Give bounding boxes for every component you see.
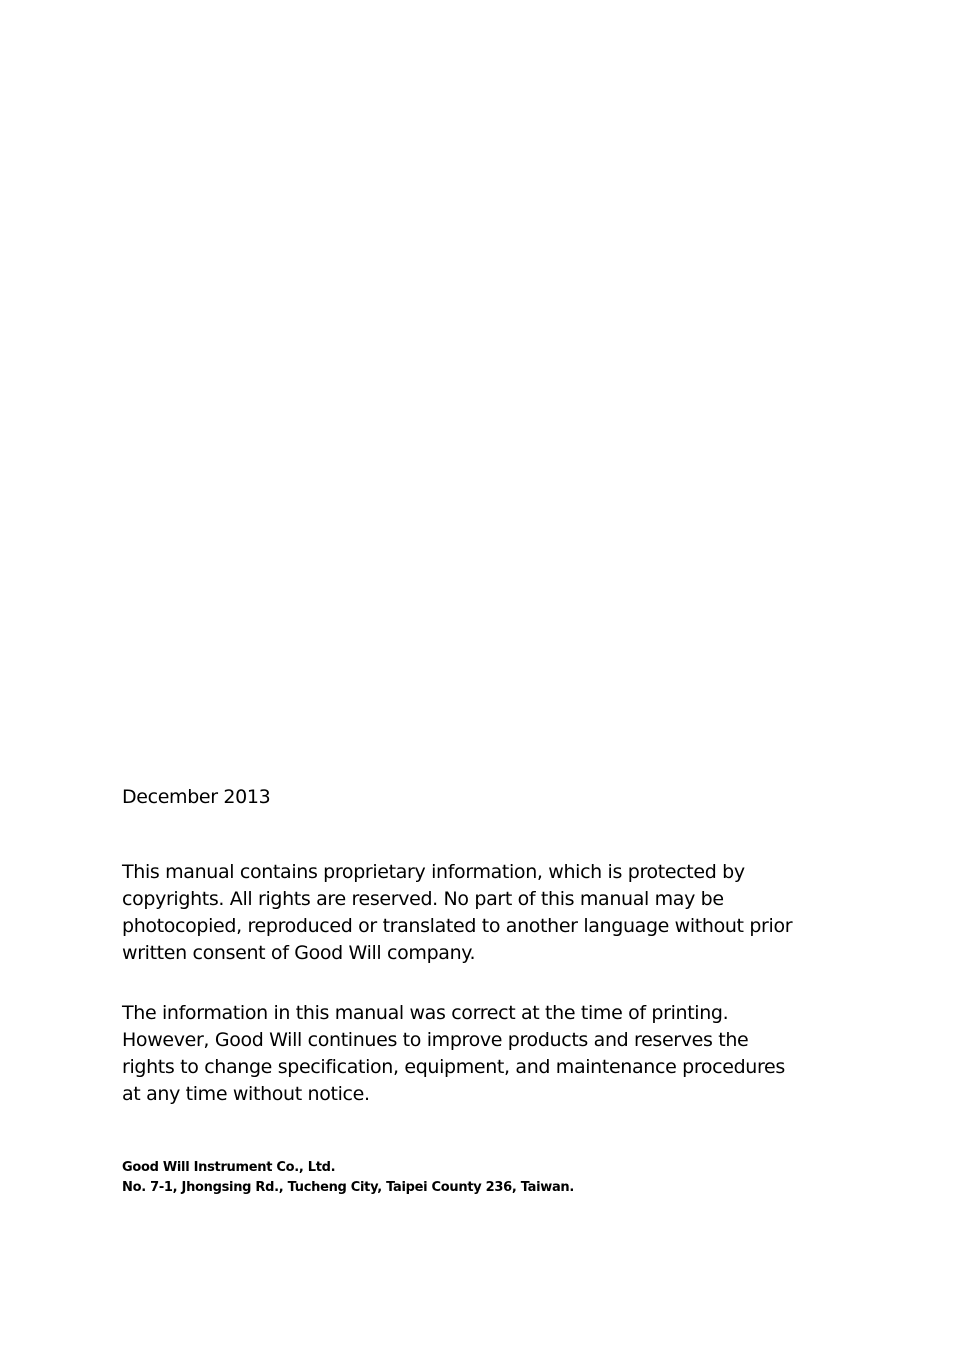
company-name: Good Will Instrument Co., Ltd.	[122, 1160, 336, 1175]
company-address: No. 7-1, Jhongsing Rd., Tucheng City, Taipei County 236, Taiwan.	[122, 1180, 575, 1195]
company-info	[122, 1158, 822, 1198]
publication-date: December 2013	[122, 786, 271, 808]
disclaimer-paragraph: The information in this manual was correct at the time of printing. However, Good Will continues to improve products and reserves the rights to change specification, equipment, and maintenance procedures at any time without notice.	[122, 1002, 785, 1105]
copyright-notice-paragraph: This manual contains proprietary information, which is protected by copyrights. All rights are reserved. No part of this manual may be photocopied, reproduced or translated to another language without prior written consent of Good Will company.	[122, 861, 793, 964]
